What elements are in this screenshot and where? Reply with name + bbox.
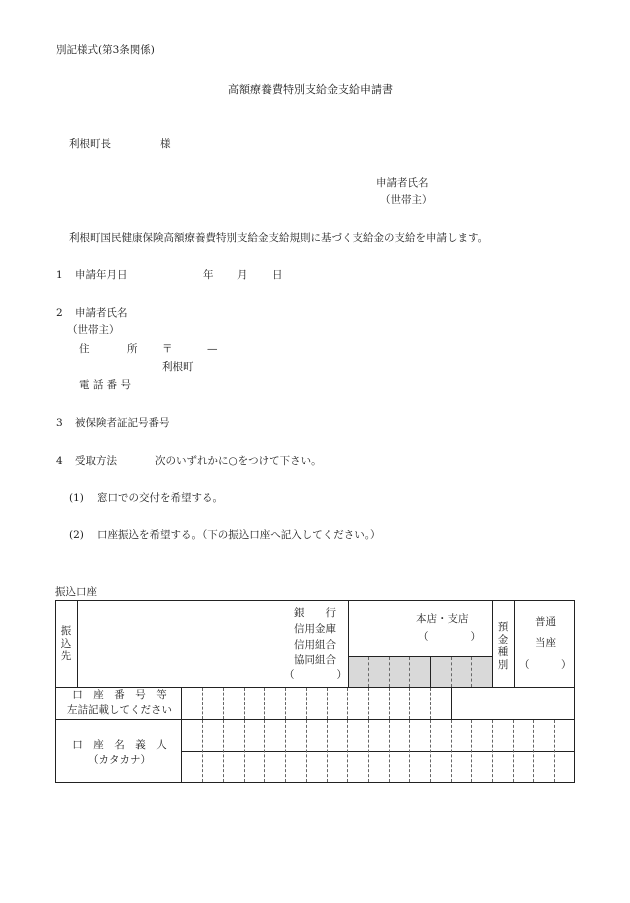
item-1-number: 1 bbox=[56, 269, 63, 281]
account-name-cell-divider bbox=[347, 720, 348, 782]
account-name-cell-divider bbox=[471, 720, 472, 782]
bank-col-divider bbox=[348, 600, 349, 687]
deposit-option-current: 当座 bbox=[535, 637, 556, 649]
postal-mark: 〒 bbox=[162, 343, 173, 355]
account-number-cell-divider bbox=[202, 688, 203, 719]
branch-label: 本店・支店 bbox=[416, 613, 469, 625]
account-number-cell-divider bbox=[430, 688, 431, 719]
intro-text: 利根町国民健康保険高額療養費特別支給金支給規則に基づく支給金の支給を申請します。 bbox=[69, 232, 489, 244]
application-date-label: 申請年月日 bbox=[75, 269, 128, 281]
address-label-2: 所 bbox=[127, 343, 138, 355]
month-label: 月 bbox=[237, 269, 248, 281]
table-border-top bbox=[55, 600, 575, 601]
deposit-option-ordinary: 普通 bbox=[535, 616, 556, 628]
row-separator-2 bbox=[55, 719, 575, 720]
account-name-cell-divider bbox=[409, 720, 410, 782]
addressee-suffix: 様 bbox=[160, 138, 171, 150]
option-2-text: 口座振込を希望する。（下の振込口座へ記入してください。） bbox=[97, 529, 381, 541]
bank-code-digit-divider bbox=[368, 657, 369, 687]
account-name-cell-divider bbox=[451, 720, 452, 782]
account-name-cell-divider bbox=[389, 720, 390, 782]
dest-col-divider bbox=[77, 600, 78, 687]
bank-code-split bbox=[430, 656, 431, 687]
bank-type-shinkumi: 信用組合 bbox=[294, 639, 336, 651]
account-number-cell-divider bbox=[327, 688, 328, 719]
account-number-cell-divider bbox=[223, 688, 224, 719]
deposit-type-label bbox=[496, 621, 510, 671]
table-border-left bbox=[55, 600, 56, 783]
applicant-name-label-2: 申請者氏名 bbox=[75, 307, 128, 319]
account-number-cell-divider bbox=[409, 688, 410, 719]
option-2-number: (2) bbox=[69, 529, 84, 541]
document-title: 高額療養費特別支給金支給申請書 bbox=[228, 83, 393, 96]
branch-paren: （ ） bbox=[418, 631, 481, 643]
account-name-cell-divider bbox=[285, 720, 286, 782]
item-4-number: 4 bbox=[56, 455, 63, 467]
bank-type-kyodo: 協同組合 bbox=[294, 654, 336, 666]
address-label-1: 住 bbox=[79, 343, 90, 355]
table-border-bottom bbox=[55, 782, 575, 783]
year-label: 年 bbox=[203, 269, 214, 281]
account-number-sub: 左詰記載してください bbox=[67, 704, 172, 716]
option-1-text: 窓口での交付を希望する。 bbox=[97, 492, 223, 504]
account-name-cell-divider bbox=[430, 720, 431, 782]
option-1-number: (1) bbox=[69, 492, 84, 504]
label-col-divider bbox=[181, 687, 182, 783]
account-name-cell-divider bbox=[533, 720, 534, 782]
account-number-cell-divider bbox=[347, 688, 348, 719]
receipt-method-label: 受取方法 bbox=[75, 455, 117, 467]
table-border-right bbox=[574, 600, 575, 783]
account-number-label: 口 座 番 号 等 bbox=[72, 689, 167, 701]
account-name-cell-divider bbox=[368, 720, 369, 782]
account-number-cell-divider bbox=[244, 688, 245, 719]
account-number-cell-divider bbox=[389, 688, 390, 719]
transfer-destination-label bbox=[59, 625, 73, 663]
applicant-householder-label: （世帯主） bbox=[380, 194, 433, 206]
account-number-cell-divider bbox=[306, 688, 307, 719]
bank-type-shinkin: 信用金庫 bbox=[294, 623, 336, 635]
bank-type-bank: 銀 行 bbox=[294, 607, 336, 619]
branch-code-digit-divider bbox=[451, 657, 452, 687]
form-reference: 別記様式(第3条関係) bbox=[56, 44, 155, 56]
bank-code-digit-divider bbox=[389, 657, 390, 687]
row-separator-3 bbox=[181, 751, 575, 752]
deposit-label-divider bbox=[514, 600, 515, 687]
applicant-name-label: 申請者氏名 bbox=[376, 177, 429, 189]
postal-dash: — bbox=[207, 343, 218, 355]
insurance-card-number-label: 被保険者証記号番号 bbox=[75, 417, 170, 429]
account-name-cell-divider bbox=[306, 720, 307, 782]
town-name: 利根町 bbox=[162, 361, 194, 373]
account-holder-label: 口 座 名 義 人 bbox=[72, 739, 167, 751]
account-name-cell-divider bbox=[492, 720, 493, 782]
account-name-cell-divider bbox=[223, 720, 224, 782]
deposit-option-paren: （ ） bbox=[519, 659, 572, 671]
bank-type-paren: （ ） bbox=[284, 669, 347, 681]
account-number-cell-divider bbox=[285, 688, 286, 719]
account-name-cell-divider bbox=[202, 720, 203, 782]
bank-code-digit-divider bbox=[409, 657, 410, 687]
deposit-type-text: 預 金 種 別 bbox=[497, 621, 509, 671]
householder-label-2: （世帯主） bbox=[67, 324, 120, 336]
item-3-number: 3 bbox=[56, 417, 63, 429]
account-name-cell-divider bbox=[554, 720, 555, 782]
phone-label: 電 話 番 号 bbox=[79, 379, 132, 391]
account-name-cell-divider bbox=[244, 720, 245, 782]
row-separator-1 bbox=[55, 687, 575, 688]
account-name-cell-divider bbox=[513, 720, 514, 782]
day-label: 日 bbox=[272, 269, 283, 281]
branch-col-divider bbox=[492, 600, 493, 687]
account-name-cell-divider bbox=[264, 720, 265, 782]
account-number-end-line bbox=[451, 687, 452, 719]
transfer-destination-text: 振 込 先 bbox=[60, 625, 72, 663]
account-table-caption: 振込口座 bbox=[55, 586, 97, 598]
item-2-number: 2 bbox=[56, 307, 63, 319]
account-holder-sub: （カタカナ） bbox=[88, 754, 151, 766]
receipt-method-instruction: 次のいずれかに○をつけて下さい。 bbox=[155, 455, 322, 467]
branch-code-digit-divider bbox=[471, 657, 472, 687]
account-name-cell-divider bbox=[327, 720, 328, 782]
account-number-cell-divider bbox=[368, 688, 369, 719]
account-number-cell-divider bbox=[264, 688, 265, 719]
addressee-name: 利根町長 bbox=[69, 138, 111, 150]
